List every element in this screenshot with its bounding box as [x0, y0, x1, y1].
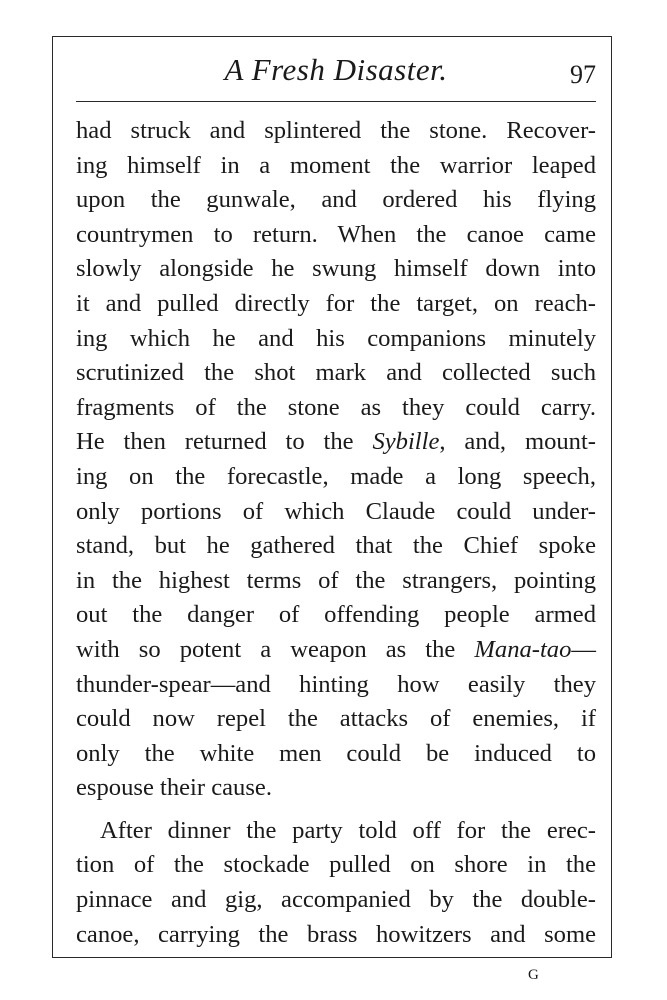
- text-line: [76, 529, 596, 564]
- text-line: [76, 356, 596, 391]
- text-line: [76, 149, 596, 184]
- signature-mark: G: [528, 967, 539, 983]
- text-segment: stand, but he gathered that the Chief spoke: [76, 532, 596, 560]
- text-line: [76, 287, 596, 322]
- text-line: [76, 848, 596, 883]
- text-line: [76, 668, 596, 703]
- text-line: [76, 252, 596, 287]
- text-segment: out the danger of offending people armed: [76, 601, 596, 629]
- paragraph-2: [76, 814, 596, 952]
- italic-text: Sybille: [372, 428, 440, 456]
- text-segment: ing himself in a moment the warrior leaped: [76, 151, 596, 179]
- text-line: [76, 495, 596, 530]
- paragraph-1: [76, 114, 596, 806]
- running-head: [76, 52, 596, 98]
- italic-text: Mana-tao: [474, 635, 572, 663]
- text-segment: He then returned to the: [76, 428, 373, 456]
- text-line: [76, 460, 596, 495]
- text-line: [76, 633, 596, 668]
- text-segment: pinnace and gig, accompanied by the double-: [76, 886, 596, 914]
- text-segment: it and pulled directly for the target, on reach-: [76, 289, 596, 317]
- text-line: [76, 218, 596, 253]
- text-segment: After dinner the party told off for the erec-: [100, 816, 596, 844]
- text-line: [76, 814, 596, 849]
- text-line: [76, 114, 596, 149]
- header-rule: [76, 101, 596, 102]
- text-segment: upon the gunwale, and ordered his flying: [76, 186, 596, 214]
- text-line: [76, 771, 596, 806]
- text-segment: with so potent a weapon as the: [76, 635, 475, 663]
- text-segment: , and, mount-: [439, 428, 596, 456]
- text-line: [76, 883, 596, 918]
- text-segment: countrymen to return. When the canoe came: [76, 220, 596, 248]
- paragraph-gap: [76, 806, 596, 814]
- text-segment: fragments of the stone as they could carry.: [76, 393, 596, 421]
- text-segment: scrutinized the shot mark and collected such: [76, 359, 596, 387]
- text-segment: —: [571, 635, 596, 663]
- text-segment: only the white men could be induced to: [76, 739, 596, 767]
- text-line: [76, 183, 596, 218]
- text-segment: ing which he and his companions minutely: [76, 324, 596, 352]
- text-line: [76, 425, 596, 460]
- text-segment: canoe, carrying the brass howitzers and some: [76, 920, 596, 948]
- text-segment: in the highest terms of the strangers, pointing: [76, 566, 596, 594]
- text-segment: tion of the stockade pulled on shore in the: [76, 851, 596, 879]
- body-text: [76, 114, 596, 952]
- text-segment: slowly alongside he swung himself down into: [76, 255, 596, 283]
- text-line: [76, 702, 596, 737]
- text-line: [76, 737, 596, 772]
- text-line: [76, 564, 596, 599]
- text-line: [76, 918, 596, 953]
- text-segment: thunder-spear—and hinting how easily they: [76, 670, 596, 698]
- text-line: [76, 391, 596, 426]
- text-segment: ing on the forecastle, made a long speech,: [76, 462, 596, 490]
- text-segment: only portions of which Claude could under-: [76, 497, 596, 525]
- running-title: A Fresh Disaster.: [224, 52, 448, 87]
- text-line: [76, 322, 596, 357]
- text-segment: espouse their cause.: [76, 774, 272, 802]
- text-segment: could now repel the attacks of enemies, if: [76, 705, 596, 733]
- page-number: 97: [570, 60, 596, 89]
- text-segment: had struck and splintered the stone. Recover-: [76, 117, 596, 144]
- text-line: [76, 598, 596, 633]
